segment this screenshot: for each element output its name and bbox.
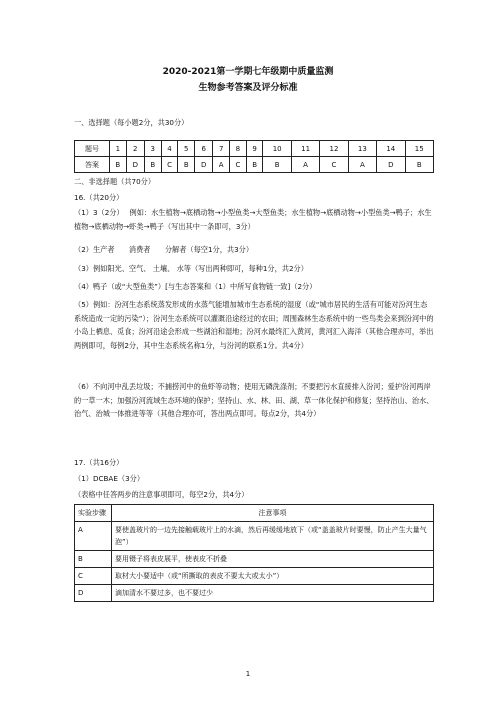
question-number: 5 xyxy=(178,141,195,157)
q16-answer-2: （2）生产者 消费者 分解者（每空1分，共3分） xyxy=(74,245,254,254)
step-note: 取材大小要适中（或“所撕取的表皮不要太大或太小”） xyxy=(112,568,434,585)
step-note: 要使盖玻片的一边先接触载玻片上的水滴，然后再缓缓地放下（或“盖盖玻片时要慢，防止产生大量气泡”） xyxy=(112,522,434,551)
question-number: 11 xyxy=(291,141,319,157)
question-number: 10 xyxy=(263,141,291,157)
question-number: 4 xyxy=(161,141,178,157)
q17-answer-1: （1）DCBAE（3分） xyxy=(74,474,145,483)
row-label-answer: 答案 xyxy=(75,157,110,173)
question-number: 9 xyxy=(246,141,263,157)
step-label: C xyxy=(75,568,112,585)
answer-cell: B xyxy=(178,157,195,173)
q16-answer-6: （6）不向河中乱丢垃圾；不捕捞河中的鱼虾等动物；使用无磷洗涤剂；不要把污水直接排入汾河；爱护汾河两岸的一草一木；加强汾河流域生态环境的保护；坚持山、水、林、田、湖、草一体化保护和修复；坚持治山、治水、治气、治城一体推进等等（其他合理亦可，答出两点即可。每点2分，共4分） xyxy=(74,382,434,418)
q17-heading: 17.（共16分） xyxy=(74,458,124,467)
question-number: 2 xyxy=(126,141,144,157)
question-number: 13 xyxy=(348,141,376,157)
answer-table-answer-row xyxy=(75,157,434,173)
question-number: 6 xyxy=(195,141,213,157)
q16-answer-1: （1）3（2分） 例如：水生植物→底栖动物→小型鱼类→大型鱼类；水生植物→底栖动物→小型鱼类→鸭子；水生植物→底栖动物→虾类→鸭子（写出其中一条即可，3分） xyxy=(74,208,432,231)
document-title: 2020-2021第一学期七年级期中质量监测 xyxy=(162,67,334,77)
question-number: 12 xyxy=(320,141,348,157)
answer-cell: A xyxy=(213,157,230,173)
step-label: A xyxy=(75,522,112,551)
q16-heading: 16.（共20分） xyxy=(74,193,124,202)
question-number: 1 xyxy=(110,141,127,157)
header-notes: 注意事项 xyxy=(112,505,434,522)
question-number: 7 xyxy=(213,141,230,157)
answer-cell: B xyxy=(263,157,291,173)
answer-cell: C xyxy=(161,157,178,173)
steps-table-row xyxy=(75,551,434,568)
experiment-steps-table xyxy=(74,504,434,602)
answer-table xyxy=(74,140,434,173)
steps-table-row xyxy=(75,522,434,551)
row-label-number: 题号 xyxy=(75,141,110,157)
question-number: 8 xyxy=(229,141,246,157)
q16-answer-5: （5）例如：汾河生态系统蒸发形成的水蒸气能增加城市生态系统的湿度（或“城市居民的生活有可能对汾河生态系统造成一定的污染”）；汾河生态系统可以灌溉沿途经过的农田；周围森林生态系统中的一些鸟类会来到汾河中的小岛上栖息、觅食；汾河沿途会形成一些湖泊和湿地；汾河水最终汇入黄河，黄河汇入海洋（其他合理亦可，举出两例即可，每例2分，其中生态系统名称1分，与汾河的联系1分。共4分） xyxy=(74,300,434,350)
steps-table-row xyxy=(75,585,434,602)
section2-heading: 二、非选择题（共70分） xyxy=(74,177,156,186)
answer-cell: B xyxy=(246,157,263,173)
step-note: 滴加清水不要过多，也不要过少 xyxy=(112,585,434,602)
answer-cell: D xyxy=(126,157,144,173)
answer-cell: A xyxy=(348,157,376,173)
page-number: 1 xyxy=(245,670,251,678)
answer-cell: D xyxy=(195,157,213,173)
answer-cell: C xyxy=(320,157,348,173)
answer-cell: D xyxy=(377,157,405,173)
answer-cell: A xyxy=(291,157,319,173)
q16-answer-3: （3）例如阳光、空气、 土壤、 水等（写出两种即可，每种1分，共2分） xyxy=(74,264,308,273)
answer-cell: C xyxy=(229,157,246,173)
header-step: 实验步骤 xyxy=(75,505,112,522)
steps-table-header xyxy=(75,505,434,522)
section1-heading: 一、选择题（每小题2分，共30分） xyxy=(74,118,189,127)
question-number: 3 xyxy=(144,141,161,157)
answer-cell: B xyxy=(110,157,127,173)
q17-answer-note: （表格中任答两步的注意事项即可，每空2分，共4分） xyxy=(74,490,249,499)
q16-answer-4: （4）鸭子（或“大型鱼类”）[与生态答案和（1）中所写食物链一致]（2分） xyxy=(74,282,317,291)
question-number: 15 xyxy=(405,141,434,157)
step-label: B xyxy=(75,551,112,568)
answer-cell: B xyxy=(144,157,161,173)
question-number: 14 xyxy=(377,141,405,157)
step-note: 要用镊子将表皮展平，使表皮不折叠 xyxy=(112,551,434,568)
step-label: D xyxy=(75,585,112,602)
steps-table-row xyxy=(75,568,434,585)
answer-table-number-row xyxy=(75,141,434,157)
document-subtitle: 生物参考答案及评分标准 xyxy=(198,83,298,93)
answer-cell: B xyxy=(405,157,434,173)
